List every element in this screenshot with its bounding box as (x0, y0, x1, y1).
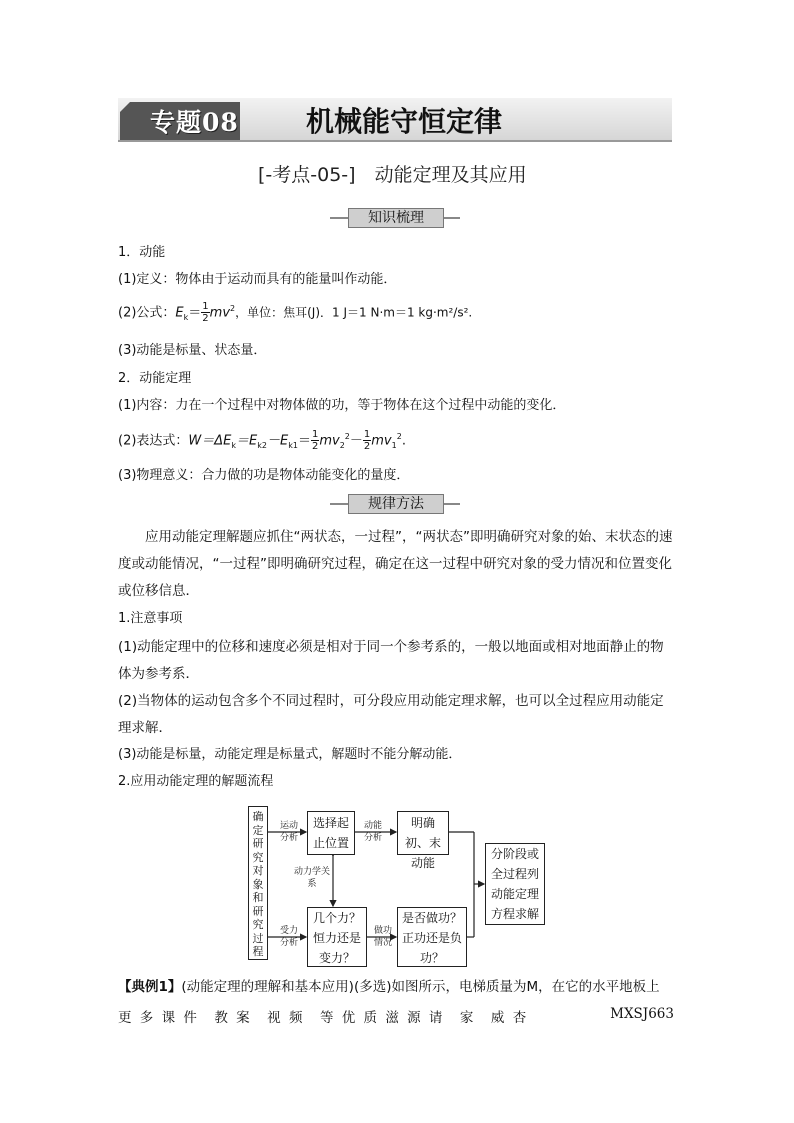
footer-text: 更 多 课 件 教 案 视 频 等 优 质 滋 源 请 家 威 杏 (118, 1010, 529, 1026)
flowchart (246, 800, 556, 970)
note-2: (2)当物体的运动包含多个不同过程时，可分段应用动能定理求解，也可以全过程应用动能定理求解． (118, 693, 664, 736)
flow-ke-box: 明确初、末动能 (397, 811, 449, 855)
theorem-heading: 2．动能定理 (118, 371, 192, 386)
note-3: (3)动能是标量，动能定理是标量式，解题时不能分解动能． (118, 747, 462, 762)
note-1: (1)动能定理中的位移和速度必须是相对于同一个参考系的，一般以地面或相对地面静止的物体为参考系． (118, 639, 664, 682)
ke-definition: (1)定义：物体由于运动而具有的能量叫作动能． (118, 272, 397, 287)
section-method-label: 规律方法 (348, 494, 444, 514)
example-line: 【典例1】(动能定理的理解和基本应用)(多选)如图所示，电梯质量为M，在它的水平地板上 (118, 979, 660, 995)
section-knowledge (330, 208, 460, 228)
ke-heading: 1．动能 (118, 245, 166, 260)
page-title: 机械能守恒定律 (306, 105, 503, 138)
method-intro: 应用动能定理解题应抓住“两状态，一过程”，“两状态”即明确研究对象的始、末状态的速度或动能情况，“一过程”即明确研究过程，确定在这一过程中研究对象的受力情况和位置变化或位移信息． (118, 529, 673, 599)
notes-heading: 1.注意事项 (118, 611, 183, 626)
theorem-meaning: (3)物理意义：合力做的功是物体动能变化的量度． (118, 468, 410, 483)
flow-forces-box: 几个力？恒力还是变力？ (307, 907, 367, 967)
topic-title: [-考点-05-] 动能定理及其应用 (258, 164, 527, 186)
header-tab-label: 专题08 (150, 108, 239, 137)
flow-select-box: 选择起止位置 (307, 811, 355, 855)
flow-solve-box: 分阶段或全过程列动能定理方程求解 (485, 843, 545, 925)
footer-code: MXSJ663 (610, 1006, 674, 1022)
flow-start-box: 确定研究对象和研究过程 (248, 806, 268, 960)
flow-label-ke: 动能分析 (363, 821, 382, 843)
flow-label-work: 做功情况 (373, 926, 392, 948)
footer (118, 1006, 674, 1026)
flow-work-box: 是否做功？正功还是负功？ (397, 907, 467, 967)
section-knowledge-label: 知识梳理 (348, 208, 444, 228)
section-method (330, 494, 460, 514)
theorem-expression: (2)表达式：$W=\Delta E_k=E_{k2}-E_{k1}=$ $\frac{1}{2}$ $mv_2^2-$ $\frac{1}{2}$ $mv_1^2$. (118, 429, 406, 453)
ke-formula: (2)公式：$E_k=$ $\frac{1}{2}$ $mv^2$，单位：焦耳(J)．1 J＝1 N·m＝1 kg·m²/s². (118, 301, 473, 325)
flow-heading: 2.应用动能定理的解题流程 (118, 774, 274, 789)
flow-label-dynamics: 动力学关系 (294, 867, 331, 889)
flow-label-motion: 运动分析 (279, 821, 298, 843)
theorem-content: (1)内容：力在一个过程中对物体做的功，等于物体在这个过程中动能的变化． (118, 398, 566, 413)
flow-label-force: 受力分析 (279, 926, 298, 948)
ke-property: (3)动能是标量、状态量． (118, 343, 267, 358)
